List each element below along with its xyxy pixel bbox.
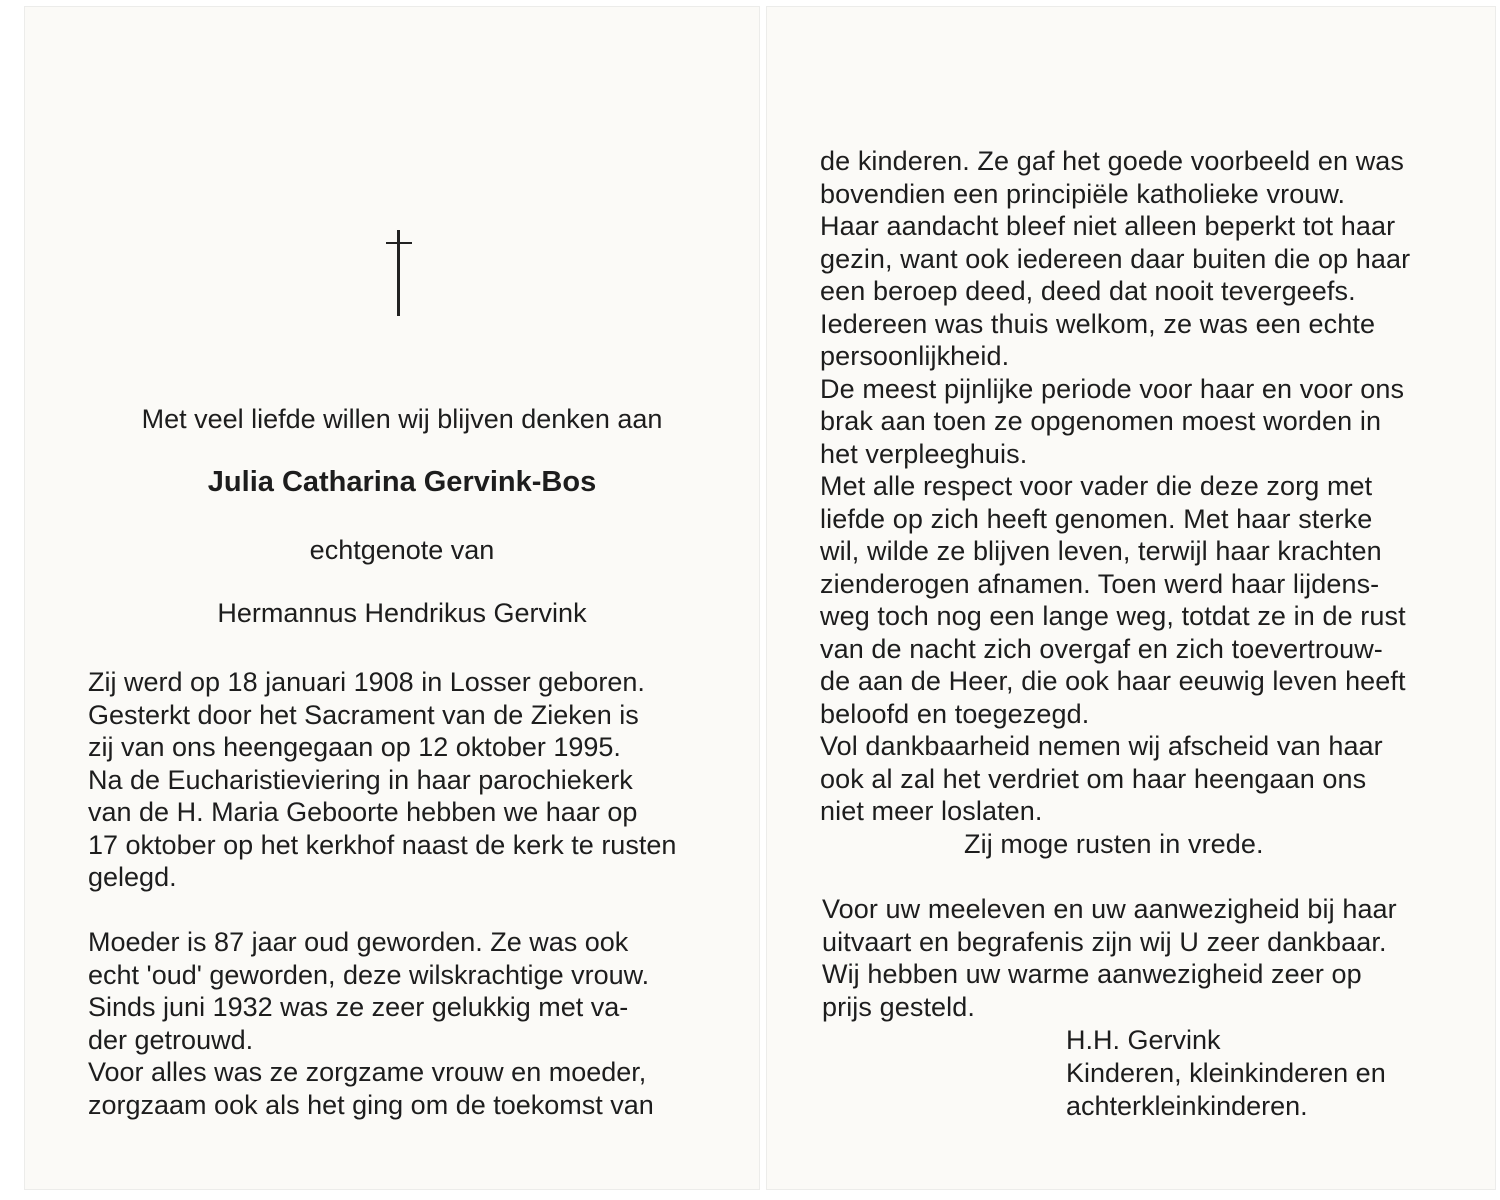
text-line: Haar aandacht bleef niet alleen beperkt tot haar [820,211,1396,241]
text-line: Na de Eucharistieviering in haar parochiekerk [88,764,633,795]
text-line: persoonlijkheid. [820,341,1010,371]
text-line: het verpleeghuis. [820,438,1028,469]
text-line: Voor alles was ze zorgzame vrouw en moeder, [88,1057,647,1087]
text-line: wil, wilde ze blijven leven, terwijl haar krachten [820,536,1382,566]
signature-line: H.H. Gervink [1066,1025,1221,1055]
left-paragraph-1 [88,666,676,894]
text-line: beloofd en toegezegd. [820,698,1090,729]
right-paragraph-1 [820,145,1410,860]
text-line: van de H. Maria Geboorte hebben we haar op [88,797,638,827]
text-line: Gesterkt door het Sacrament van de Zieken is [88,699,639,730]
text-line: weg toch nog een lange weg, totdat ze in de rust [820,601,1406,631]
text-line: liefde op zich heeft genomen. Met haar sterke [820,503,1373,534]
text-line: Voor uw meeleven en uw aanwezigheid bij haar [822,894,1397,924]
spouse-label: echtgenote van [309,535,495,565]
text-line: der getrouwd. [88,1024,254,1055]
text-line: 17 oktober op het kerkhof naast de kerk te rusten [88,829,677,860]
text-line: Vol dankbaarheid nemen wij afscheid van haar [820,731,1383,761]
text-line: Zij werd op 18 januari 1908 in Losser geboren. [88,667,645,697]
text-line: de aan de Heer, die ook haar eeuwig leven heeft [820,666,1406,696]
text-line: brak aan toen ze opgenomen moest worden in [820,406,1382,436]
text-line: niet meer loslaten. [820,796,1043,826]
text-line: prijs gesteld. [822,991,975,1022]
left-paragraph-2 [88,926,654,1121]
text-line: Moeder is 87 jaar oud geworden. Ze was ook [88,927,629,957]
signature-line: Kinderen, kleinkinderen en [1066,1058,1386,1088]
text-line: een beroep deed, deed dat nooit tevergeefs. [820,276,1356,306]
text-line: bovendien een principiële katholieke vrouw. [820,178,1346,209]
deceased-name: Julia Catharina Gervink-Bos [207,466,597,498]
text-line: De meest pijnlijke periode voor haar en voor ons [820,373,1405,404]
text-line: zienderogen afnamen. Toen werd haar lijdens- [820,568,1380,599]
text-line: Wij hebben uw warme aanwezigheid zeer op [822,959,1362,989]
text-line: Iedereen was thuis welkom, ze was een echte [820,308,1376,339]
text-line: ook al zal het verdriet om haar heengaan ons [820,763,1367,794]
text-line: Met alle respect voor vader die deze zorg met [820,471,1373,501]
text-line: Sinds juni 1932 was ze zeer gelukkig met va- [88,992,629,1022]
text-line: de kinderen. Ze gaf het goede voorbeeld en was [820,146,1405,176]
text-line: uitvaart en begrafenis zijn wij U zeer dankbaar. [822,926,1387,957]
text-line: echt 'oud' geworden, deze wilskrachtige vrouw. [88,959,650,990]
signature-line: achterkleinkinderen. [1066,1091,1308,1121]
text-line: gelegd. [88,862,177,892]
signature [1066,1024,1386,1123]
cross-icon [384,230,414,316]
text-line: zorgzaam ook als het ging om de toekomst van [88,1089,654,1120]
closing-line: Zij moge rusten in vrede. [964,828,1264,859]
right-paragraph-2 [822,893,1397,1023]
text-line: van de nacht zich overgaf en zich toevertrouw- [820,633,1383,664]
spouse-name: Hermannus Hendrikus Gervink [217,598,587,628]
intro-text: Met veel liefde willen wij blijven denken aan [141,404,663,434]
text-line: zij van ons heengegaan op 12 oktober 1995. [88,732,621,762]
text-line: gezin, want ook iedereen daar buiten die op haar [820,243,1411,274]
